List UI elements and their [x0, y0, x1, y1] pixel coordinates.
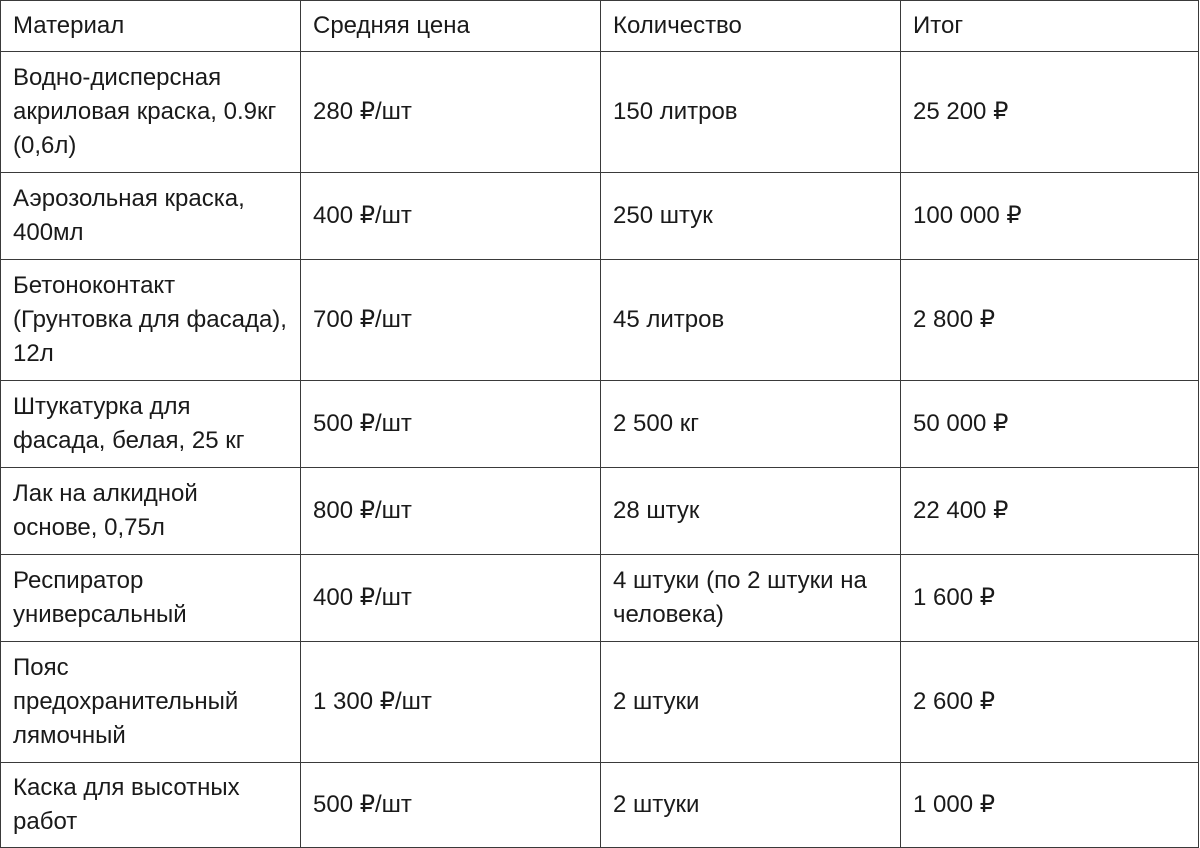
cell-material: Штукатурка для фасада, белая, 25 кг [1, 381, 301, 468]
table-row [1, 763, 1199, 848]
cell-total: 25 200 ₽ [901, 52, 1199, 173]
cell-quantity: 250 штук [601, 173, 901, 260]
table-row [1, 173, 1199, 260]
cell-price: 400 ₽/шт [301, 555, 601, 642]
header-material: Материал [1, 1, 301, 52]
cell-price: 400 ₽/шт [301, 173, 601, 260]
header-total: Итог [901, 1, 1199, 52]
table-row [1, 468, 1199, 555]
cell-quantity: 4 штуки (по 2 штуки на человека) [601, 555, 901, 642]
cell-total: 1 000 ₽ [901, 763, 1199, 848]
cell-total: 100 000 ₽ [901, 173, 1199, 260]
cell-material: Аэрозольная краска, 400мл [1, 173, 301, 260]
cell-total: 1 600 ₽ [901, 555, 1199, 642]
cell-total: 2 800 ₽ [901, 260, 1199, 381]
header-average-price: Средняя цена [301, 1, 601, 52]
cell-material: Каска для высотных работ [1, 763, 301, 848]
cell-total: 22 400 ₽ [901, 468, 1199, 555]
table-header-row [1, 1, 1199, 52]
cell-price: 280 ₽/шт [301, 52, 601, 173]
cell-price: 500 ₽/шт [301, 381, 601, 468]
cell-total: 50 000 ₽ [901, 381, 1199, 468]
cell-quantity: 2 штуки [601, 763, 901, 848]
table-row [1, 381, 1199, 468]
cell-price: 700 ₽/шт [301, 260, 601, 381]
table-row [1, 555, 1199, 642]
cell-price: 1 300 ₽/шт [301, 642, 601, 763]
cell-material: Пояс предохранительный лямочный [1, 642, 301, 763]
cell-quantity: 2 500 кг [601, 381, 901, 468]
header-quantity: Количество [601, 1, 901, 52]
cell-material: Лак на алкидной основе, 0,75л [1, 468, 301, 555]
cell-material: Водно-дисперсная акриловая краска, 0.9кг (0,6л) [1, 52, 301, 173]
cell-material: Респиратор универсальный [1, 555, 301, 642]
cell-material: Бетоноконтакт (Грунтовка для фасада), 12л [1, 260, 301, 381]
cell-price: 500 ₽/шт [301, 763, 601, 848]
cell-quantity: 150 литров [601, 52, 901, 173]
table-row [1, 260, 1199, 381]
cell-quantity: 2 штуки [601, 642, 901, 763]
cell-price: 800 ₽/шт [301, 468, 601, 555]
table-row [1, 52, 1199, 173]
cell-quantity: 45 литров [601, 260, 901, 381]
cell-quantity: 28 штук [601, 468, 901, 555]
table-row [1, 642, 1199, 763]
cell-total: 2 600 ₽ [901, 642, 1199, 763]
